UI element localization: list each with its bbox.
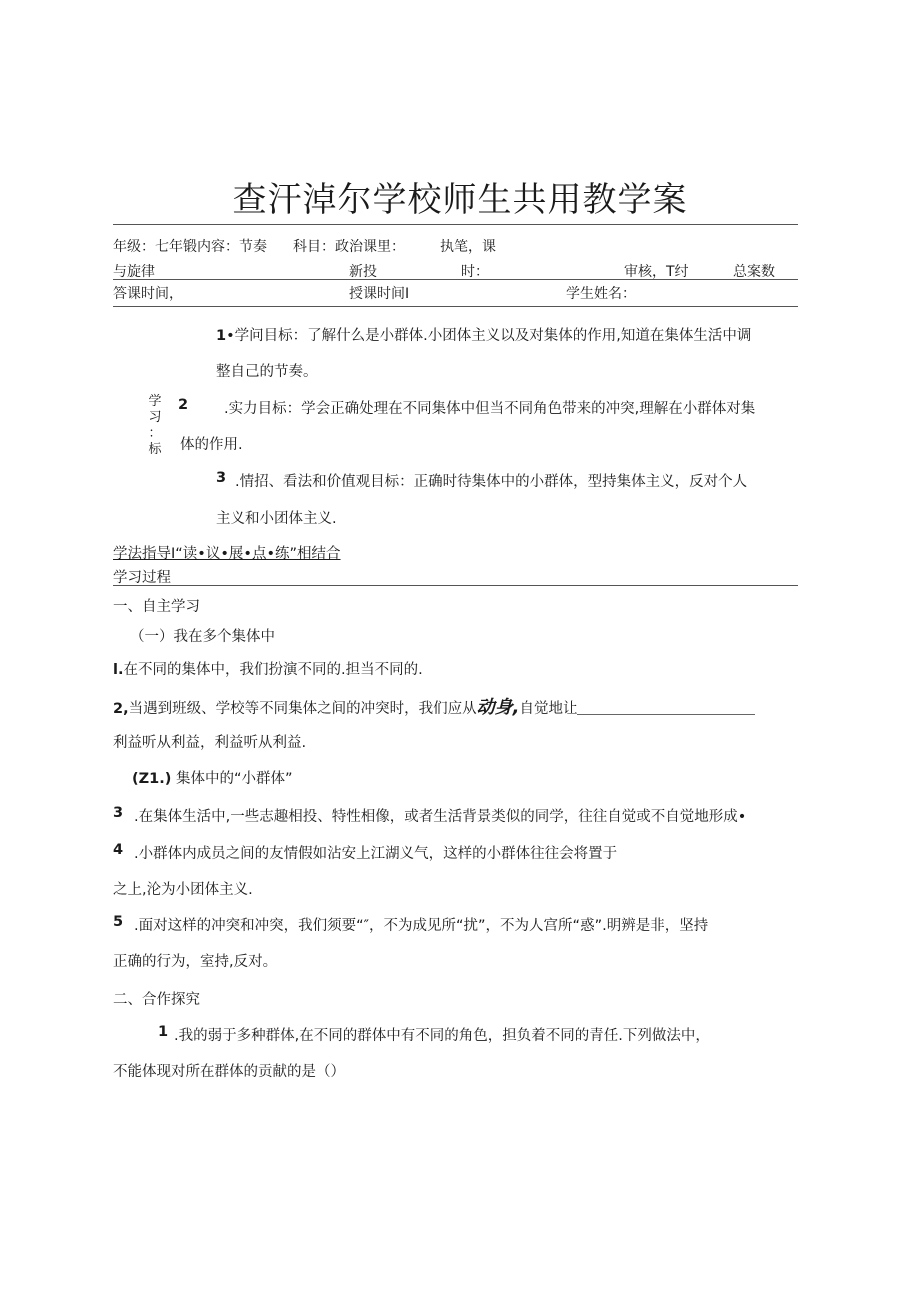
section-2-heading: 二、合作探究: [113, 992, 200, 1008]
objective-3-cont: 主义和小团体主义.: [216, 511, 337, 527]
objective-2-cont: 体的作用.: [180, 437, 243, 453]
item-5: .面对这样的冲突和冲突，我们须要“″，不为成见所“扰”，不为人宫所“惑”.明辨是非，坚持: [134, 918, 709, 934]
question-1-num: 1: [158, 1024, 169, 1040]
item-1: l.在不同的集体中，我们扮演不同的.担当不同的.: [113, 662, 423, 678]
question-1: .我的弱于多种群体,在不同的群体中有不同的角色，担负着不同的青任.下列做法中，: [174, 1028, 710, 1044]
subsection-1-heading: （一）我在多个集体中: [130, 629, 275, 645]
header-reviewer: 审核，T纣: [624, 264, 689, 280]
section-1-heading: 一、自主学习: [113, 599, 200, 615]
header-grade: 年级：七年锻内容：节奏: [113, 239, 267, 255]
item-2: 2,当遇到班级、学校等不同集体之间的冲突时，我们应从动身,自觉地让: [113, 693, 755, 719]
fill-in-blank[interactable]: [577, 704, 755, 715]
item-2-cont: 利益听从利益，利益听从利益.: [113, 735, 307, 751]
item-5-num: 5: [113, 914, 124, 930]
objective-2-num: 2: [178, 397, 189, 413]
header-content-cont: 与旋律: [113, 264, 155, 280]
process-divider: [113, 585, 798, 586]
objective-2: .实力目标：学会正确处理在不同集体中但当不同角色带来的冲突,理解在小群体对集: [224, 401, 756, 417]
objective-3-num: 3: [216, 470, 227, 486]
header-student-name: 学生姓名：: [566, 286, 636, 302]
header-teach-time: 授课时间I: [349, 286, 410, 302]
header-subject: 科目：政治课里：: [293, 239, 405, 255]
header-time-label: 时：: [461, 264, 489, 280]
item-4: .小群体内成员之间的友情假如沾安上江湖义气，这样的小群体往往会将置于: [134, 846, 618, 862]
page-title: 查汗淖尔学校师生共用教学案: [232, 180, 688, 220]
item-4-cont: 之上,沦为小团体主义.: [113, 882, 253, 898]
header-new-lesson: 新投: [349, 264, 377, 280]
subsection-2-heading: (Z1.) 集体中的“小群体”: [132, 771, 293, 787]
header-writer: 执笔，课: [440, 239, 496, 255]
item-5-cont: 正确的行为，室持,反对。: [113, 954, 278, 970]
objective-1: 1•学问目标：了解什么是小群体.小团体主义以及对集体的作用,知道在集体生活中调: [216, 328, 752, 344]
item-3-num: 3: [113, 805, 124, 821]
objective-3: .情招、看法和价值观目标：正确时待集体中的小群体，型持集体主义，反对个人: [235, 474, 748, 490]
header-total-cases: 总案数: [733, 264, 775, 280]
objectives-side-label: 学 习 ： 标: [148, 394, 162, 457]
header-divider-1: [113, 279, 798, 280]
item-4-num: 4: [113, 842, 124, 858]
study-process-heading: 学习过程: [113, 570, 171, 586]
title-divider: [113, 224, 798, 225]
header-answer-time: 答课时间，: [113, 286, 183, 302]
item-3: .在集体生活中,一些志趣相投、特性相像，或者生活背景类似的同学，往往自觉或不自觉地形成•: [134, 809, 747, 825]
header-divider-2: [113, 306, 798, 307]
objective-1-cont: 整自己的节奏。: [216, 364, 318, 380]
question-1-cont: 不能体现对所在群体的贡献的是（）: [113, 1064, 345, 1080]
study-method: 学法指导I“读•议•展•点•练”相结合: [113, 546, 341, 562]
item-2-emphasis: 动身,: [476, 697, 520, 718]
